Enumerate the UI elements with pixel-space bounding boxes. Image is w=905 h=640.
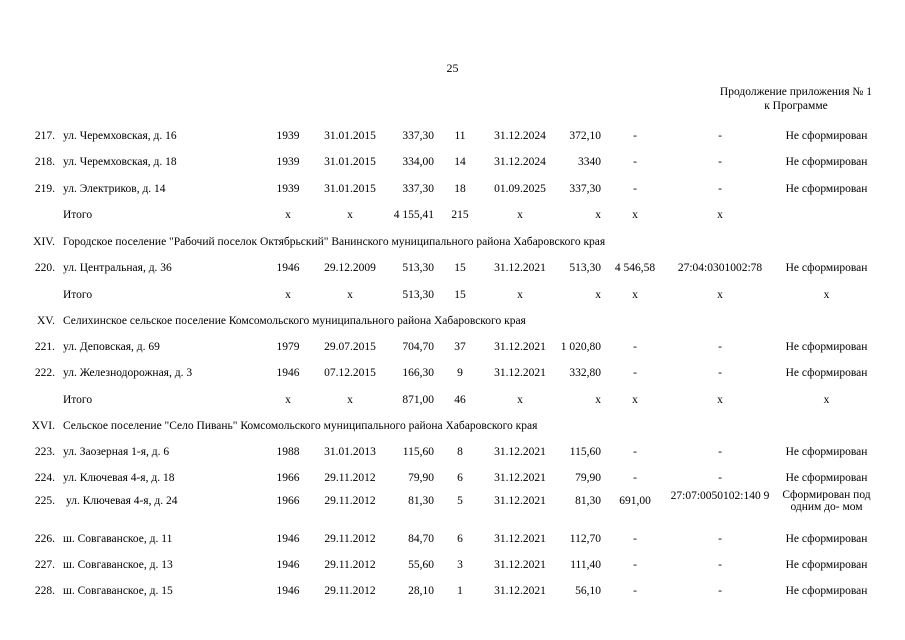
land-area: - bbox=[633, 156, 637, 168]
status: Не сформирован bbox=[785, 367, 868, 379]
address: ул. Деповская, д. 69 bbox=[63, 341, 160, 353]
planned-date: x bbox=[517, 394, 523, 406]
planned-date: 31.12.2024 bbox=[494, 130, 546, 142]
year: 1979 bbox=[276, 341, 300, 353]
status: Не сформирован bbox=[785, 130, 868, 142]
date-recognized: x bbox=[347, 209, 353, 221]
area: 871,00 bbox=[402, 394, 434, 406]
cadastral-number: 27:07:0050102:140 9 bbox=[670, 490, 770, 502]
planned-date: 31.12.2024 bbox=[494, 156, 546, 168]
planned-date: 01.09.2025 bbox=[494, 183, 546, 195]
date-recognized: 29.11.2012 bbox=[324, 559, 376, 571]
row-number: 220. bbox=[34, 262, 55, 274]
status: Не сформирован bbox=[785, 156, 868, 168]
planned-date: 31.12.2021 bbox=[494, 341, 546, 353]
land-area: x bbox=[632, 209, 638, 221]
planned-date: 31.12.2021 bbox=[494, 495, 546, 507]
row-number: 223. bbox=[34, 446, 55, 458]
continuation-line-2: к Программе bbox=[764, 99, 828, 112]
land-area: - bbox=[633, 183, 637, 195]
total-row bbox=[0, 210, 905, 224]
area-2: 112,70 bbox=[569, 533, 601, 545]
year: 1939 bbox=[276, 130, 300, 142]
status: Не сформирован bbox=[785, 183, 868, 195]
year: x bbox=[285, 394, 291, 406]
area: 79,90 bbox=[408, 472, 434, 484]
section-title: Сельское поселение "Село Пивань" Комсомольского муниципального района Хабаровского края bbox=[63, 420, 538, 432]
cadastral-number: x bbox=[717, 289, 723, 301]
row-number: 226. bbox=[34, 533, 55, 545]
residents-count: 9 bbox=[457, 367, 463, 379]
date-recognized: 07.12.2015 bbox=[324, 367, 376, 379]
cadastral-number: x bbox=[717, 209, 723, 221]
area: 4 155,41 bbox=[393, 209, 434, 221]
date-recognized: 31.01.2015 bbox=[324, 156, 376, 168]
address: ул. Железнодорожная, д. 3 bbox=[63, 367, 193, 379]
land-area: - bbox=[633, 559, 637, 571]
section-title: Селихинское сельское поселение Комсомольского муниципального района Хабаровского края bbox=[63, 315, 526, 327]
status: x bbox=[823, 394, 830, 406]
date-recognized: 31.01.2013 bbox=[324, 446, 376, 458]
land-area: x bbox=[632, 289, 638, 301]
planned-date: 31.12.2021 bbox=[494, 262, 546, 274]
residents-count: 15 bbox=[454, 262, 466, 274]
cadastral-number: 27:04:0301002:78 bbox=[677, 262, 763, 274]
year: 1966 bbox=[276, 472, 300, 484]
year: 1946 bbox=[276, 533, 300, 545]
area: 28,10 bbox=[408, 585, 434, 597]
land-area: - bbox=[633, 367, 637, 379]
table-row bbox=[0, 489, 905, 513]
status: Сформирован под одним до- мом bbox=[782, 489, 871, 513]
residents-count: 215 bbox=[451, 209, 469, 221]
residents-count: 6 bbox=[457, 533, 463, 545]
appendix-continuation-note bbox=[720, 86, 872, 113]
status: Не сформирован bbox=[785, 585, 868, 597]
land-area: - bbox=[633, 446, 637, 458]
year: 1988 bbox=[276, 446, 300, 458]
section-header bbox=[0, 237, 905, 251]
cadastral-number: - bbox=[718, 585, 722, 597]
area: 334,00 bbox=[402, 156, 434, 168]
year: 1946 bbox=[276, 559, 300, 571]
cadastral-number: - bbox=[718, 559, 722, 571]
status: Не сформирован bbox=[785, 262, 868, 274]
area: 55,60 bbox=[408, 559, 434, 571]
row-number: 221. bbox=[34, 341, 55, 353]
residents-count: 11 bbox=[454, 130, 466, 142]
planned-date: 31.12.2021 bbox=[494, 446, 546, 458]
address: ш. Совгаванское, д. 13 bbox=[63, 559, 173, 571]
cadastral-number: - bbox=[718, 367, 722, 379]
total-label: Итого bbox=[63, 289, 93, 301]
year: 1946 bbox=[276, 367, 300, 379]
residents-count: 15 bbox=[454, 289, 466, 301]
area-2: 115,60 bbox=[569, 446, 601, 458]
area-2: 3340 bbox=[578, 156, 601, 168]
table-row bbox=[0, 131, 905, 145]
row-number: 222. bbox=[34, 367, 55, 379]
table-row bbox=[0, 184, 905, 198]
land-area: x bbox=[632, 394, 638, 406]
residents-count: 6 bbox=[457, 472, 463, 484]
total-label: Итого bbox=[63, 209, 93, 221]
land-area: 691,00 bbox=[619, 495, 651, 507]
address: ул. Центральная, д. 36 bbox=[63, 262, 172, 274]
continuation-line-1: Продолжение приложения № 1 bbox=[719, 86, 872, 98]
residents-count: 18 bbox=[454, 183, 466, 195]
year: x bbox=[285, 209, 291, 221]
address: ул. Черемховская, д. 18 bbox=[63, 156, 177, 168]
area: 513,30 bbox=[402, 262, 434, 274]
cadastral-number: - bbox=[718, 156, 722, 168]
date-recognized: 29.07.2015 bbox=[324, 341, 376, 353]
year: 1946 bbox=[276, 585, 300, 597]
table-row bbox=[0, 586, 905, 600]
area-2: x bbox=[595, 394, 601, 406]
table-row bbox=[0, 342, 905, 356]
area-2: x bbox=[595, 289, 601, 301]
date-recognized: 31.01.2015 bbox=[324, 130, 376, 142]
area-2: 81,30 bbox=[575, 495, 601, 507]
area: 513,30 bbox=[402, 289, 434, 301]
row-number: 227. bbox=[34, 559, 55, 571]
status: Не сформирован bbox=[785, 559, 868, 571]
total-row bbox=[0, 395, 905, 409]
area: 337,30 bbox=[402, 130, 434, 142]
planned-date: 31.12.2021 bbox=[494, 585, 546, 597]
residents-count: 37 bbox=[454, 341, 466, 353]
area: 115,60 bbox=[402, 446, 434, 458]
status: Не сформирован bbox=[785, 446, 868, 458]
cadastral-number: - bbox=[718, 341, 722, 353]
table-row bbox=[0, 473, 905, 487]
area: 81,30 bbox=[408, 495, 434, 507]
planned-date: 31.12.2021 bbox=[494, 472, 546, 484]
table-row bbox=[0, 447, 905, 461]
address: ш. Совгаванское, д. 15 bbox=[63, 585, 173, 597]
status: Не сформирован bbox=[785, 472, 868, 484]
planned-date: 31.12.2021 bbox=[494, 559, 546, 571]
year: 1946 bbox=[276, 262, 300, 274]
area-2: 337,30 bbox=[569, 183, 601, 195]
cadastral-number: - bbox=[718, 446, 722, 458]
land-area: - bbox=[633, 472, 637, 484]
area-2: 56,10 bbox=[575, 585, 601, 597]
residents-count: 8 bbox=[457, 446, 463, 458]
table-row bbox=[0, 157, 905, 171]
total-row bbox=[0, 290, 905, 304]
cadastral-number: x bbox=[717, 394, 723, 406]
land-area: 4 546,58 bbox=[614, 262, 656, 274]
section-header bbox=[0, 421, 905, 435]
cadastral-number: - bbox=[718, 183, 722, 195]
date-recognized: x bbox=[347, 394, 353, 406]
area: 704,70 bbox=[402, 341, 434, 353]
table-row bbox=[0, 534, 905, 548]
land-area: - bbox=[633, 341, 637, 353]
table-row bbox=[0, 368, 905, 382]
section-number: XV. bbox=[36, 315, 55, 327]
residents-count: 1 bbox=[457, 585, 463, 597]
address: ул. Ключевая 4-я, д. 18 bbox=[63, 472, 175, 484]
residents-count: 5 bbox=[457, 495, 463, 507]
section-number: XIV. bbox=[33, 236, 55, 248]
residents-count: 46 bbox=[454, 394, 466, 406]
total-label: Итого bbox=[63, 394, 93, 406]
date-recognized: 31.01.2015 bbox=[324, 183, 376, 195]
area: 337,30 bbox=[402, 183, 434, 195]
residents-count: 3 bbox=[457, 559, 463, 571]
year: 1939 bbox=[276, 183, 300, 195]
area: 166,30 bbox=[402, 367, 434, 379]
planned-date: x bbox=[517, 209, 523, 221]
cadastral-number: - bbox=[718, 472, 722, 484]
row-number: 228. bbox=[34, 585, 55, 597]
planned-date: x bbox=[517, 289, 523, 301]
area: 84,70 bbox=[408, 533, 434, 545]
land-area: - bbox=[633, 533, 637, 545]
row-number: 224. bbox=[34, 472, 55, 484]
address: ул. Ключевая 4-я, д. 24 bbox=[66, 495, 178, 507]
status: x bbox=[823, 289, 830, 301]
section-title: Городское поселение "Рабочий поселок Октябрьский" Ванинского муниципального района Хабаровского края bbox=[63, 236, 606, 248]
section-number: XVI. bbox=[31, 420, 55, 432]
area-2: 79,90 bbox=[575, 472, 601, 484]
date-recognized: 29.11.2012 bbox=[324, 585, 376, 597]
row-number: 225. bbox=[34, 495, 55, 507]
status: Не сформирован bbox=[785, 533, 868, 545]
cadastral-number: - bbox=[718, 130, 722, 142]
address: ул. Черемховская, д. 16 bbox=[63, 130, 177, 142]
address: ул. Электриков, д. 14 bbox=[63, 183, 166, 195]
date-recognized: 29.12.2009 bbox=[324, 262, 376, 274]
section-header bbox=[0, 316, 905, 330]
area-2: 513,30 bbox=[569, 262, 601, 274]
area-2: x bbox=[595, 209, 601, 221]
cadastral-number: - bbox=[718, 533, 722, 545]
date-recognized: 29.11.2012 bbox=[324, 533, 376, 545]
row-number: 219. bbox=[34, 183, 55, 195]
area-2: 372,10 bbox=[569, 130, 601, 142]
row-number: 218. bbox=[34, 156, 55, 168]
land-area: - bbox=[633, 130, 637, 142]
year: 1939 bbox=[276, 156, 300, 168]
row-number: 217. bbox=[34, 130, 55, 142]
planned-date: 31.12.2021 bbox=[494, 533, 546, 545]
page-number: 25 bbox=[446, 61, 459, 75]
area-2: 332,80 bbox=[569, 367, 601, 379]
date-recognized: 29.11.2012 bbox=[324, 472, 376, 484]
planned-date: 31.12.2021 bbox=[494, 367, 546, 379]
date-recognized: x bbox=[347, 289, 353, 301]
year: 1966 bbox=[276, 495, 300, 507]
table-row bbox=[0, 263, 905, 277]
address: ул. Заозерная 1-я, д. 6 bbox=[63, 446, 170, 458]
area-2: 111,40 bbox=[570, 559, 601, 571]
table-row bbox=[0, 560, 905, 574]
year: x bbox=[285, 289, 291, 301]
status: Не сформирован bbox=[785, 341, 868, 353]
land-area: - bbox=[633, 585, 637, 597]
residents-count: 14 bbox=[454, 156, 466, 168]
address: ш. Совгаванское, д. 11 bbox=[63, 533, 173, 545]
date-recognized: 29.11.2012 bbox=[324, 495, 376, 507]
area-2: 1 020,80 bbox=[560, 341, 601, 353]
